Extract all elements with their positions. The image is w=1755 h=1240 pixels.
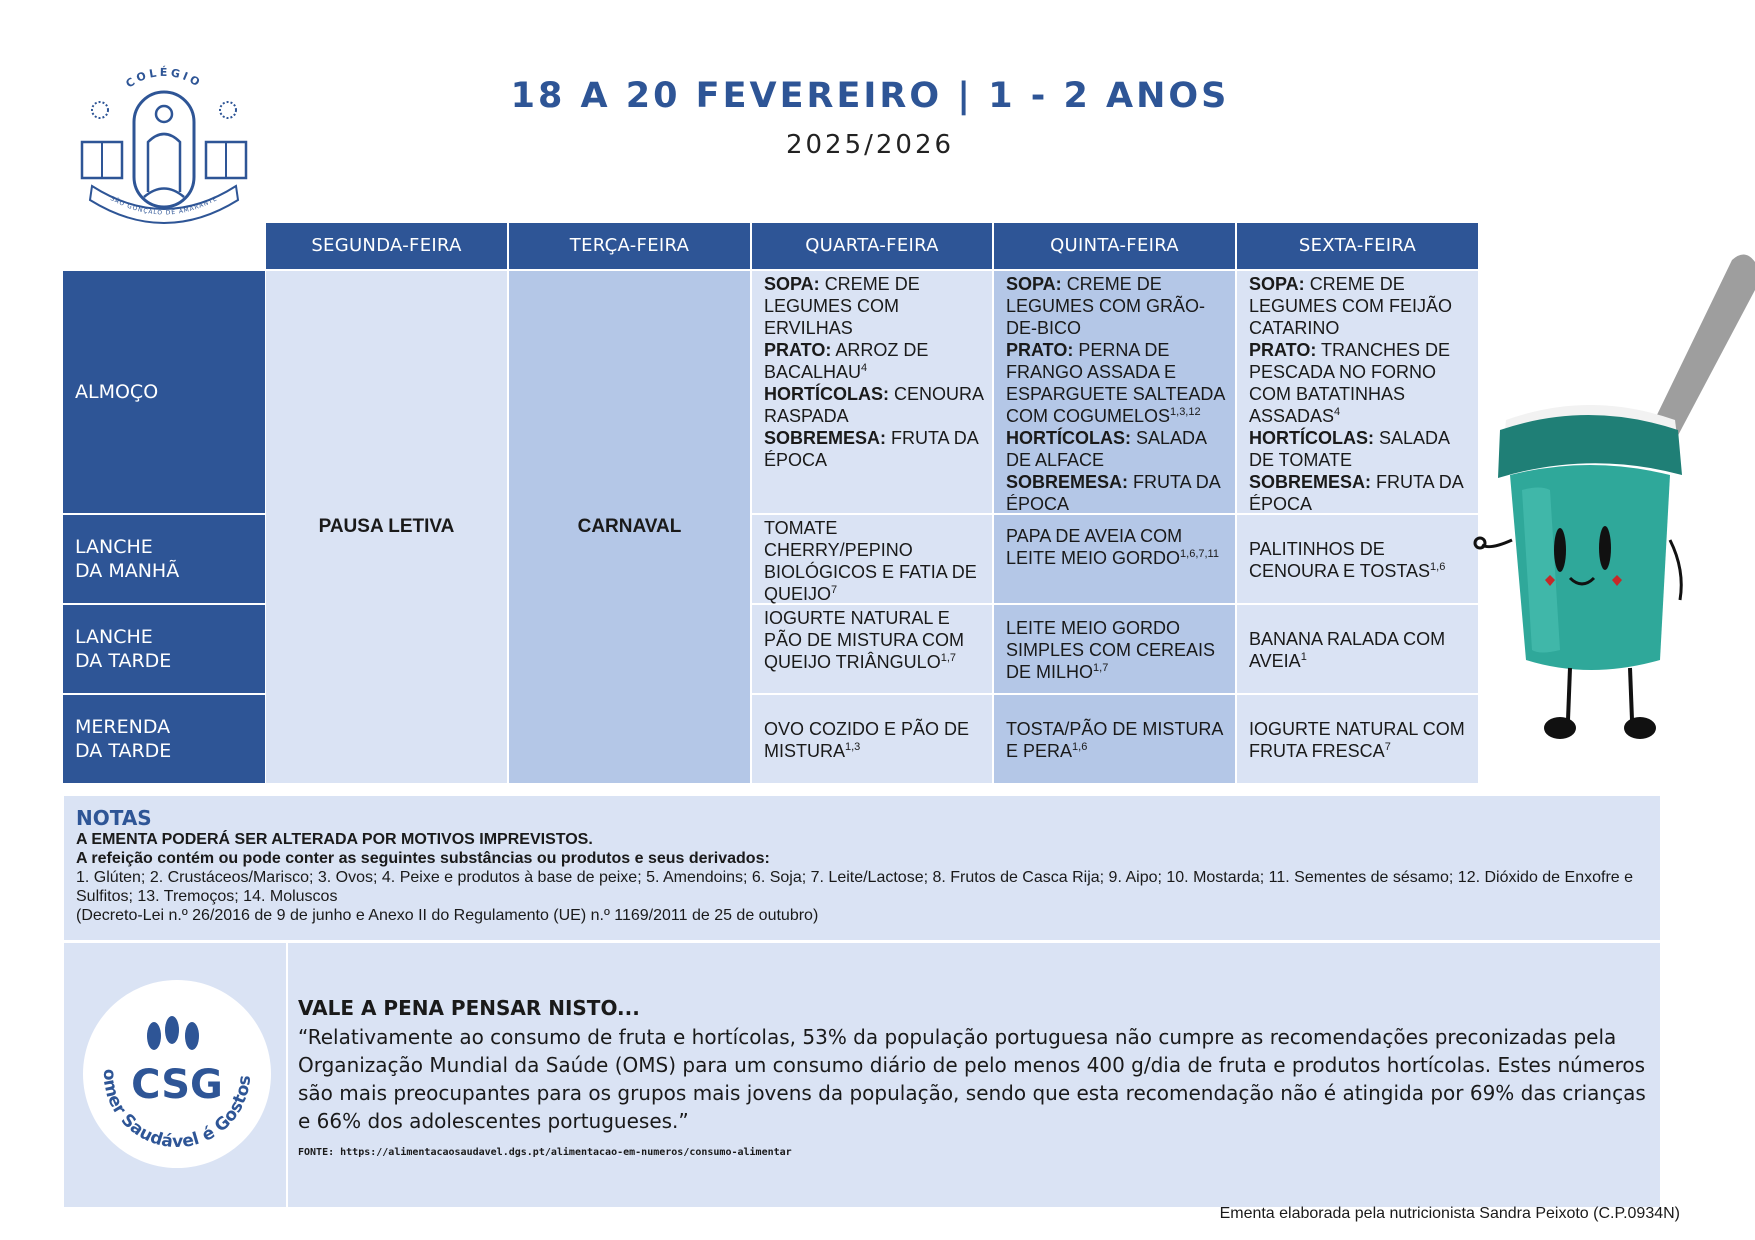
lanche-manha: PAPA DE AVEIA COM LEITE MEIO GORDO (1006, 526, 1183, 568)
horticolas: CENOURA RASPADA (764, 384, 984, 426)
quarta-lanche-manha (752, 515, 992, 603)
header-terca: TERÇA-FEIRA (509, 223, 750, 269)
header-quinta: QUINTA-FEIRA (994, 223, 1235, 269)
think-quote: “Relativamente ao consumo de fruta e hortícolas, 53% da população portuguesa não cumpre as recomendações preconizadas pela Organização Mundial da Saúde (OMS) para um consumo diário de pelo menos 400 g/dia de fruta e produtos hortícolas. Estes números são mais preocupantes para os grupos mais jovens da população, sendo que esta recomendação não é atingida por 69% das crianças e 66% dos adolescentes portugueses.” (298, 1025, 1646, 1133)
sexta-lanche-manha (1237, 515, 1478, 603)
prato: ARROZ DE BACALHAU (764, 340, 929, 382)
quarta-almoco (752, 271, 992, 513)
quinta-lanche-manha (994, 515, 1235, 603)
quarta-merenda (752, 695, 992, 783)
sexta-lanche-tarde (1237, 605, 1478, 693)
quinta-lanche-tarde (994, 605, 1235, 693)
horticolas: SALADA DE ALFACE (1006, 428, 1207, 470)
horticolas-label: HORTÍCOLAS: (1006, 428, 1131, 448)
notes-panel (64, 796, 1660, 940)
allergen-note: 1,3,12 (1170, 406, 1201, 418)
horticolas-label: HORTÍCOLAS: (764, 384, 889, 404)
terca-closed: CARNAVAL (509, 271, 750, 783)
prato-label: PRATO: (764, 340, 832, 360)
segunda-closed: PAUSA LETIVA (266, 271, 507, 783)
notes-legal: (Decreto-Lei n.º 26/2016 de 9 de junho e Anexo II do Regulamento (UE) n.º 1169/2011 de 25 de outubro) (76, 907, 819, 924)
row-label-lanche-manha: LANCHE DA MANHÃ (63, 515, 265, 603)
notes-warning: A EMENTA PODERÁ SER ALTERADA POR MOTIVOS IMPREVISTOS. (76, 831, 593, 848)
notes-title: NOTAS (76, 806, 152, 830)
allergen-note: 1,6,7,11 (1180, 548, 1219, 560)
quinta-almoco (994, 271, 1235, 513)
sopa-label: SOPA: (1006, 274, 1062, 294)
row-label-lanche-tarde: LANCHE DA TARDE (63, 605, 265, 693)
header-sexta: SEXTA-FEIRA (1237, 223, 1478, 269)
allergen-note: 1,3 (845, 741, 861, 753)
csg-slogan: omer Saudável é Gostos (98, 1068, 256, 1153)
allergen-note: 1,6 (1430, 561, 1446, 573)
footer-credit: Ementa elaborada pela nutricionista Sandra Peixoto (C.P.0934N) (1219, 1205, 1680, 1222)
lanche-tarde: IOGURTE NATURAL E PÃO DE MISTURA COM QUEIJO TRIÂNGULO (764, 608, 965, 672)
merenda: IOGURTE NATURAL COM FRUTA FRESCA (1249, 719, 1465, 761)
sopa-label: SOPA: (1249, 274, 1305, 294)
header-segunda: SEGUNDA-FEIRA (266, 223, 507, 269)
school-logo (78, 62, 250, 242)
quarta-lanche-tarde (752, 605, 992, 693)
allergen-note: 1 (1300, 651, 1307, 663)
header-quarta: QUARTA-FEIRA (752, 223, 992, 269)
allergen-note: 4 (1334, 406, 1341, 418)
notes-allergen-intro: A refeição contém ou pode conter as seguintes substâncias ou produtos e seus derivados: (76, 850, 770, 867)
school-year: 2025/2026 (785, 130, 955, 160)
lanche-manha: PALITINHOS DE CENOURA E TOSTAS (1249, 539, 1431, 581)
sobremesa-label: SOBREMESA: (1249, 472, 1372, 492)
csg-logo (82, 978, 272, 1170)
lanche-manha: TOMATE CHERRY/PEPINO BIOLÓGICOS E FATIA DE QUEIJO (764, 518, 977, 604)
merenda: OVO COZIDO E PÃO DE MISTURA (764, 719, 970, 761)
prato: TRANCHES DE PESCADA NO FORNO COM BATATINHAS ASSADAS (1249, 340, 1451, 426)
page-title: 18 A 20 FEVEREIRO | 1 - 2 ANOS (510, 76, 1230, 116)
sobremesa: FRUTA DA ÉPOCA (1006, 472, 1220, 514)
sobremesa: FRUTA DA ÉPOCA (764, 428, 978, 470)
prato-label: PRATO: (1006, 340, 1074, 360)
horticolas-label: HORTÍCOLAS: (1249, 428, 1374, 448)
allergen-note: 1,7 (940, 652, 956, 664)
notes-allergen-list: 1. Glúten; 2. Crustáceos/Marisco; 3. Ovos; 4. Peixe e produtos à base de peixe; 5. Amendoins; 6. Soja; 7. Leite/Lactose; 8. Frutos de Casca Rija; 9. Aipo; 10. Mostarda; 11. Sementes de sésamo; 12. Dióxido de Enxofre e Sulfitos; 13. Tremoços; 14. Moluscos (76, 869, 1634, 905)
sopa-label: SOPA: (764, 274, 820, 294)
sopa: CREME DE LEGUMES COM ERVILHAS (764, 274, 920, 338)
logo-top-text: COLÉGIO (123, 65, 205, 91)
allergen-note: 4 (861, 362, 868, 374)
svg-text:COLÉGIO (123, 66, 204, 91)
prato: PERNA DE FRANGO ASSADA E ESPARGUETE SALTEADA COM COGUMELOS (1006, 340, 1225, 426)
quinta-merenda (994, 695, 1235, 783)
allergen-note: 7 (1384, 741, 1391, 753)
sobremesa: FRUTA DA ÉPOCA (1249, 472, 1463, 514)
sopa: CREME DE LEGUMES COM FEIJÃO CATARINO (1249, 274, 1453, 338)
allergen-note: 7 (831, 584, 838, 596)
horticolas: SALADA DE TOMATE (1249, 428, 1450, 470)
sexta-almoco (1237, 271, 1478, 513)
think-title: VALE A PENA PENSAR NISTO... (298, 996, 640, 1020)
think-source: FONTE: https://alimentacaosaudavel.dgs.pt/alimentacao-em-numeros/consumo-alimentar (298, 1147, 792, 1158)
prato-label: PRATO: (1249, 340, 1317, 360)
row-label-merenda-tarde: MERENDA DA TARDE (63, 695, 265, 783)
logo-bottom-text: SÃO GONÇALO DE AMARANTE (109, 195, 219, 217)
csg-acronym: CSG (131, 1062, 223, 1108)
sobremesa-label: SOBREMESA: (764, 428, 887, 448)
row-label-almoco: ALMOÇO (63, 271, 265, 513)
merenda: TOSTA/PÃO DE MISTURA E PERA (1006, 719, 1223, 761)
sexta-merenda (1237, 695, 1478, 783)
lanche-tarde: LEITE MEIO GORDO SIMPLES COM CEREAIS DE MILHO (1006, 618, 1216, 682)
allergen-note: 1,6 (1072, 741, 1088, 753)
sobremesa-label: SOBREMESA: (1006, 472, 1129, 492)
think-panel (288, 943, 1660, 1207)
yogurt-mascot-illustration (1470, 250, 1755, 760)
lanche-tarde: BANANA RALADA COM AVEIA (1249, 629, 1446, 671)
allergen-note: 1,7 (1093, 662, 1109, 674)
sopa: CREME DE LEGUMES COM GRÃO-DE-BICO (1006, 274, 1206, 338)
